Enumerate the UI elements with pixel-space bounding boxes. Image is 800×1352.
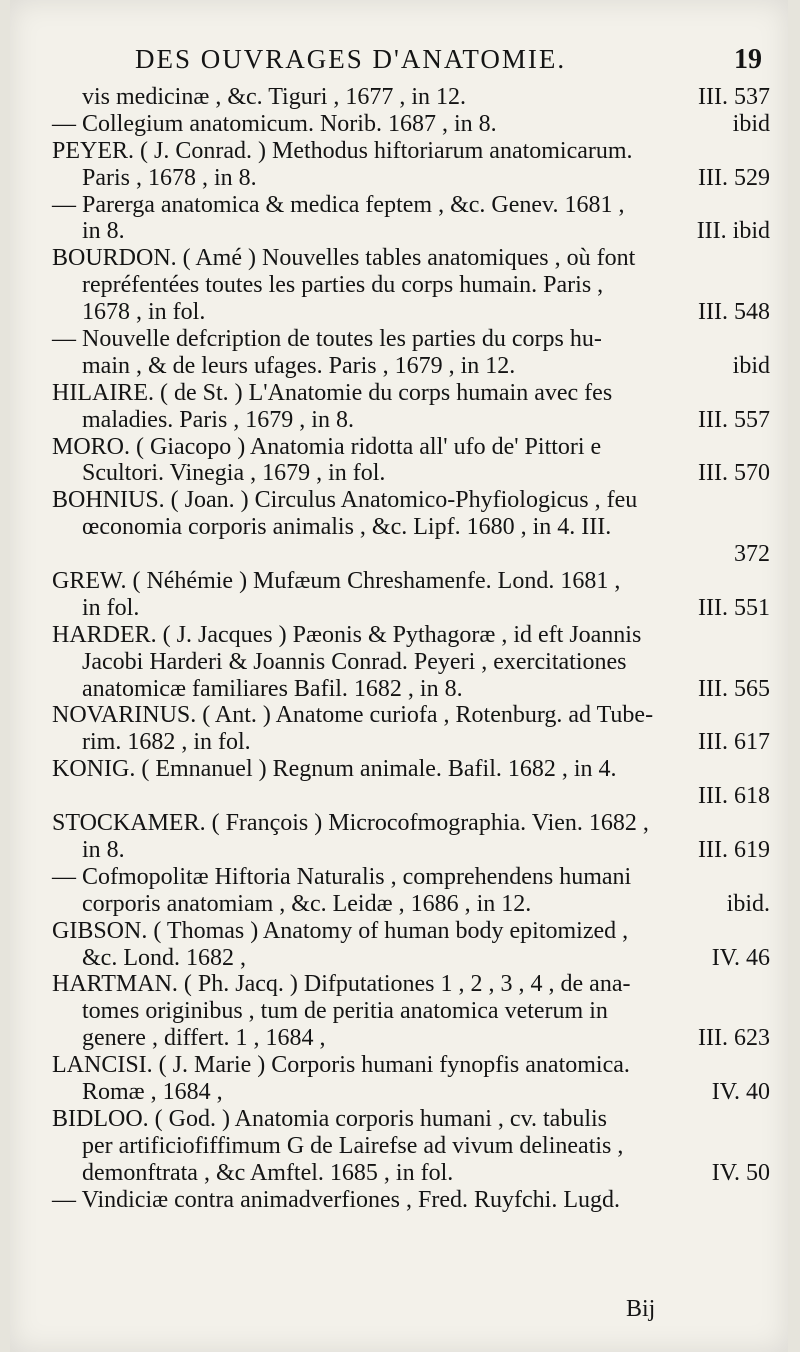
entry-reference: IV. 50 (711, 1159, 770, 1186)
entry-text: per artificiofiffimum G de Lairefse ad vivum delineatis , (82, 1132, 624, 1159)
entry-text: — Collegium anatomicum. Norib. 1687 , in 8. (52, 110, 497, 137)
entry-line (52, 622, 770, 649)
entry-text: — Nouvelle defcription de toutes les parties du corps hu- (52, 326, 602, 353)
entry-reference: III. 557 (698, 406, 770, 433)
entry-reference: IV. 40 (711, 1078, 770, 1105)
entry-text: Scultori. Vinegia , 1679 , in fol. (82, 460, 386, 487)
entry-reference: III. 529 (698, 164, 770, 191)
entry-reference: 372 (734, 541, 770, 568)
entry-reference: III. 551 (698, 594, 770, 621)
entry-line (52, 1187, 770, 1214)
entry-reference: III. 617 (698, 729, 770, 756)
entry-reference: III. 619 (698, 836, 770, 863)
entry-text: BOHNIUS. ( Joan. ) Circulus Anatomico-Phyfiologicus , feu (52, 487, 638, 514)
entry-line (52, 218, 770, 245)
printer-signature: Bij (626, 1296, 656, 1322)
entry-text: — Cofmopolitæ Hiftoria Naturalis , comprehendens humani (52, 863, 632, 890)
entry-text: vis medicinæ , &c. Tiguri , 1677 , in 12. (82, 84, 467, 110)
entry-reference: ibid (732, 110, 770, 137)
entry-line (52, 1025, 770, 1052)
entry-text: demonftrata , &c Amftel. 1685 , in fol. (82, 1159, 454, 1186)
entry-text: genere , differt. 1 , 1684 , (82, 1025, 326, 1052)
entry-text: Paris , 1678 , in 8. (82, 164, 257, 191)
entry-line (52, 702, 770, 729)
entry-reference: ibid. (726, 890, 770, 917)
entry-text: NOVARINUS. ( Ant. ) Anatome curiofa , Rotenburg. ad Tube- (52, 702, 654, 729)
entry-reference: III. 623 (698, 1025, 770, 1052)
entry-line (52, 837, 770, 864)
entry-line (52, 434, 770, 461)
entry-line (52, 676, 770, 703)
entry-line (52, 891, 770, 918)
entry-line (52, 272, 770, 299)
entry-text: STOCKAMER. ( François ) Microcofmographia. Vien. 1682 , (52, 810, 649, 837)
entry-reference: III. 548 (698, 299, 770, 326)
entry-line (52, 729, 770, 756)
entry-text: — Parerga anatomica & medica feptem , &c. Genev. 1681 , (52, 191, 625, 218)
entry-reference: ibid (732, 352, 770, 379)
entry-line (52, 568, 770, 595)
entry-line (52, 245, 770, 272)
entry-line (52, 380, 770, 407)
entry-text: GREW. ( Néhémie ) Mufæum Chreshamenfe. Lond. 1681 , (52, 568, 621, 595)
entry-text: GIBSON. ( Thomas ) Anatomy of human body epitomized , (52, 917, 629, 944)
entry-line (52, 1052, 770, 1079)
entry-line (52, 783, 770, 810)
running-head (10, 44, 788, 80)
entry-line (52, 487, 770, 514)
entry-text: corporis anatomiam , &c. Leidæ , 1686 , in 12. (82, 890, 532, 917)
entry-text: in 8. (82, 836, 125, 863)
entry-text: KONIG. ( Emnanuel ) Regnum animale. Bafil. 1682 , in 4. (52, 756, 617, 783)
entry-line (52, 192, 770, 219)
book-page (10, 0, 788, 1352)
entry-text: main , & de leurs ufages. Paris , 1679 , in 12. (82, 352, 516, 379)
entry-text: anatomicæ familiares Bafil. 1682 , in 8. (82, 675, 463, 702)
entry-line (52, 998, 770, 1025)
entry-text: tomes originibus , tum de peritia anatomica veterum in (82, 998, 608, 1025)
entry-text: BIDLOO. ( God. ) Anatomia corporis humani , cv. tabulis (52, 1105, 608, 1132)
entry-line (52, 514, 770, 541)
entry-text: HILAIRE. ( de St. ) L'Anatomie du corps humain avec fes (52, 379, 613, 406)
entry-text: rim. 1682 , in fol. (82, 729, 251, 756)
entry-text: &c. Lond. 1682 , (82, 944, 246, 971)
entry-line (52, 1133, 770, 1160)
entry-line (52, 111, 770, 138)
entry-line (52, 165, 770, 192)
entry-line (52, 541, 770, 568)
entry-text: in fol. (82, 594, 140, 621)
entry-reference: III. 618 (698, 783, 770, 810)
entry-text: LANCISI. ( J. Marie ) Corporis humani fynopfis anatomica. (52, 1052, 630, 1079)
page-title: DES OUVRAGES D'ANATOMIE. (135, 44, 567, 74)
entry-reference: III. 537 (698, 84, 770, 110)
entry-text: PEYER. ( J. Conrad. ) Methodus hiftoriarum anatomicarum. (52, 137, 633, 164)
entry-text: 1678 , in fol. (82, 299, 206, 326)
entry-line (52, 1106, 770, 1133)
entry-line (52, 864, 770, 891)
entry-text: MORO. ( Giacopo ) Anatomia ridotta all' ufo de' Pittori e (52, 433, 602, 460)
entry-line (52, 918, 770, 945)
entry-reference: III. 570 (698, 460, 770, 487)
entry-text: HARDER. ( J. Jacques ) Pæonis & Pythagoræ , id eft Joannis (52, 621, 642, 648)
entry-line (52, 353, 770, 380)
entry-line (52, 84, 770, 111)
bibliography-entries (52, 84, 770, 1213)
entry-line (52, 460, 770, 487)
entry-line (52, 649, 770, 676)
entry-line (52, 945, 770, 972)
entry-line (52, 756, 770, 783)
entry-line (52, 1079, 770, 1106)
entry-line (52, 138, 770, 165)
entry-text: in 8. (82, 218, 125, 245)
entry-line (52, 326, 770, 353)
entry-text: — Vindiciæ contra animadverfiones , Fred. Ruyfchi. Lugd. (52, 1186, 620, 1213)
entry-line (52, 1160, 770, 1187)
entry-text: maladies. Paris , 1679 , in 8. (82, 406, 354, 433)
entry-line (52, 299, 770, 326)
entry-text: Jacobi Harderi & Joannis Conrad. Peyeri , exercitationes (82, 648, 627, 675)
entry-reference: III. ibid (696, 218, 770, 245)
page-number: 19 (734, 44, 762, 75)
entry-line (52, 810, 770, 837)
entry-text: repréfentées toutes les parties du corps humain. Paris , (82, 272, 604, 299)
entry-line (52, 407, 770, 434)
entry-line (52, 971, 770, 998)
entry-text: œconomia corporis animalis , &c. Lipf. 1680 , in 4. III. (82, 514, 612, 541)
entry-text: BOURDON. ( Amé ) Nouvelles tables anatomiques , où font (52, 245, 636, 272)
entry-text: HARTMAN. ( Ph. Jacq. ) Difputationes 1 , 2 , 3 , 4 , de ana- (52, 971, 631, 998)
entry-text: Romæ , 1684 , (82, 1078, 223, 1105)
entry-reference: IV. 46 (711, 944, 770, 971)
entry-line (52, 595, 770, 622)
entry-reference: III. 565 (698, 675, 770, 702)
